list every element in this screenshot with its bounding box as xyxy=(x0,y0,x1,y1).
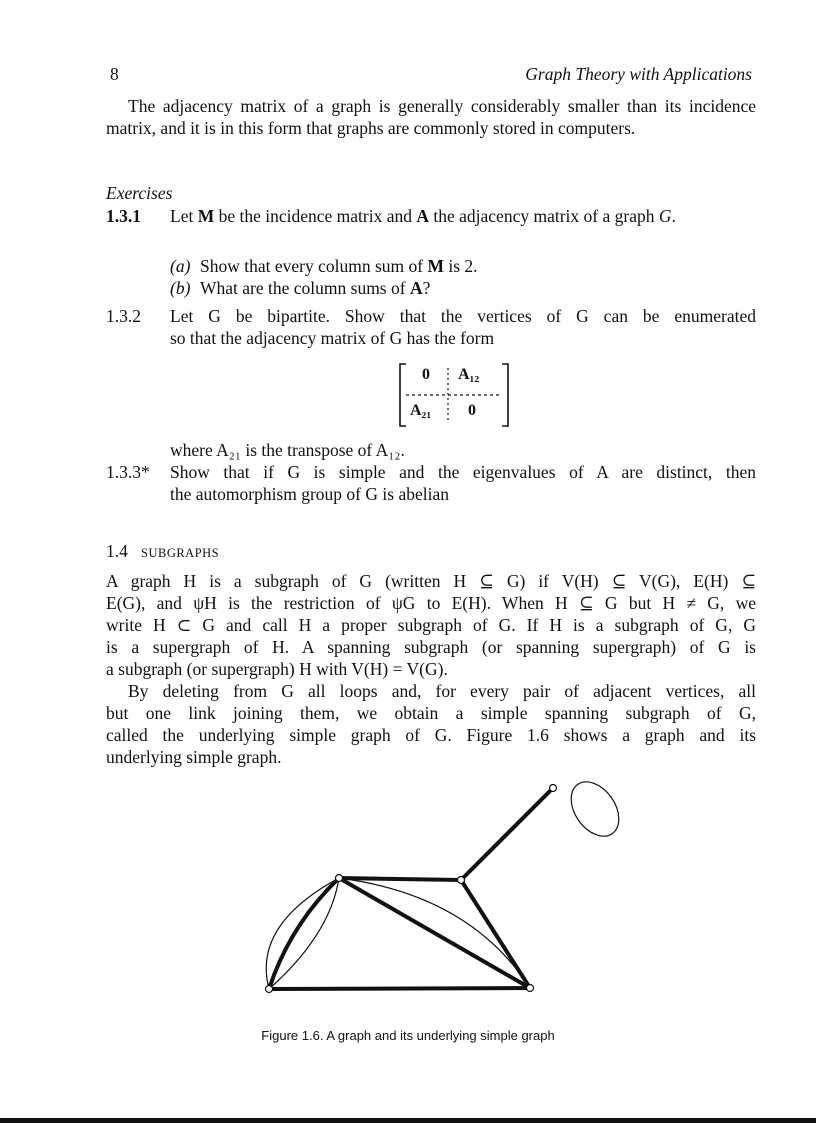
exercise-1-3-2-line1: Let G be bipartite. Show that the vertices of G can be enumerated xyxy=(170,306,756,326)
exercise-1-3-2-where: where A₂₁ is the transpose of A₁₂. xyxy=(170,440,405,460)
exercise-1-3-1-part-a: (a) Show that every column sum of M is 2. xyxy=(170,256,478,276)
figure-1-6-graph xyxy=(250,775,650,1005)
section-number: 1.4 xyxy=(106,541,128,561)
edge-bottom xyxy=(269,988,530,989)
figure-caption: Figure 1.6. A graph and its underlying simple graph xyxy=(261,1028,555,1043)
page-bottom-border xyxy=(0,1118,816,1123)
section-heading xyxy=(106,540,219,564)
vertex-bottom-left xyxy=(266,986,273,993)
subgraph-line-3: write H ⊂ G and call H a proper subgraph of G. If H is a subgraph of G, G xyxy=(106,615,756,635)
matrix-top-left: 0 xyxy=(422,366,430,383)
loop-edge xyxy=(561,775,628,845)
vertex-bottom-right xyxy=(527,985,534,992)
deleting-line-2: but one link joining them, we obtain a simple spanning subgraph of G, xyxy=(106,703,756,723)
block-matrix xyxy=(398,362,510,428)
exercise-number-1-3-2: 1.3.2 xyxy=(106,306,141,326)
exercise-1-3-1-part-b: (b) What are the column sums of A? xyxy=(170,278,431,298)
deleting-line-3: called the underlying simple graph of G. Figure 1.6 shows a graph and its xyxy=(106,725,756,745)
exercises-heading: Exercises xyxy=(106,183,173,203)
exercise-number-1-3-3: 1.3.3* xyxy=(106,462,150,482)
section-title: SUBGRAPHS xyxy=(141,546,220,560)
edge-top xyxy=(339,878,461,880)
exercise-1-3-1-text: Let M be the incidence matrix and A the adjacency matrix of a graph G. xyxy=(170,206,676,226)
edge-left-thin-inner xyxy=(269,878,339,989)
edge-left-thick xyxy=(269,878,339,989)
subgraph-line-5: a subgraph (or supergraph) H with V(H) = V(G). xyxy=(106,659,448,679)
edge-right xyxy=(461,880,530,988)
exercise-1-3-3-line1: Show that if G is simple and the eigenvalues of A are distinct, then xyxy=(170,462,756,482)
matrix-top-right: A₁₂ xyxy=(458,366,480,383)
exercise-1-3-2-line2: so that the adjacency matrix of G has the form xyxy=(170,328,495,348)
exercise-number-1-3-1: 1.3.1 xyxy=(106,206,141,226)
edge-to-loop xyxy=(461,788,553,880)
matrix-bottom-right: 0 xyxy=(468,402,476,419)
running-title: Graph Theory with Applications xyxy=(525,64,752,84)
subgraph-line-1: A graph H is a subgraph of G (written H ⊆ G) if V(H) ⊆ V(G), E(H) ⊆ xyxy=(106,571,756,591)
vertex-top-right xyxy=(458,877,465,884)
edge-diag-thick xyxy=(339,878,530,988)
subgraph-line-4: is a supergraph of H. A spanning subgraph (or spanning supergraph) of G is xyxy=(106,637,756,657)
deleting-line-1: By deleting from G all loops and, for every pair of adjacent vertices, all xyxy=(128,681,756,701)
page-number: 8 xyxy=(110,64,119,84)
intro-paragraph: The adjacency matrix of a graph is generally considerably smaller than its incidence matrix, and it is in this form that graphs are commonly stored in computers. xyxy=(106,96,756,138)
vertex-top-left xyxy=(336,875,343,882)
subgraph-line-2: E(G), and ψH is the restriction of ψG to E(H). When H ⊆ G but H ≠ G, we xyxy=(106,593,756,613)
exercise-1-3-3-line2: the automorphism group of G is abelian xyxy=(170,484,449,504)
deleting-line-4: underlying simple graph. xyxy=(106,747,282,767)
matrix-bottom-left: A₂₁ xyxy=(410,402,432,419)
vertex-loop xyxy=(550,785,557,792)
